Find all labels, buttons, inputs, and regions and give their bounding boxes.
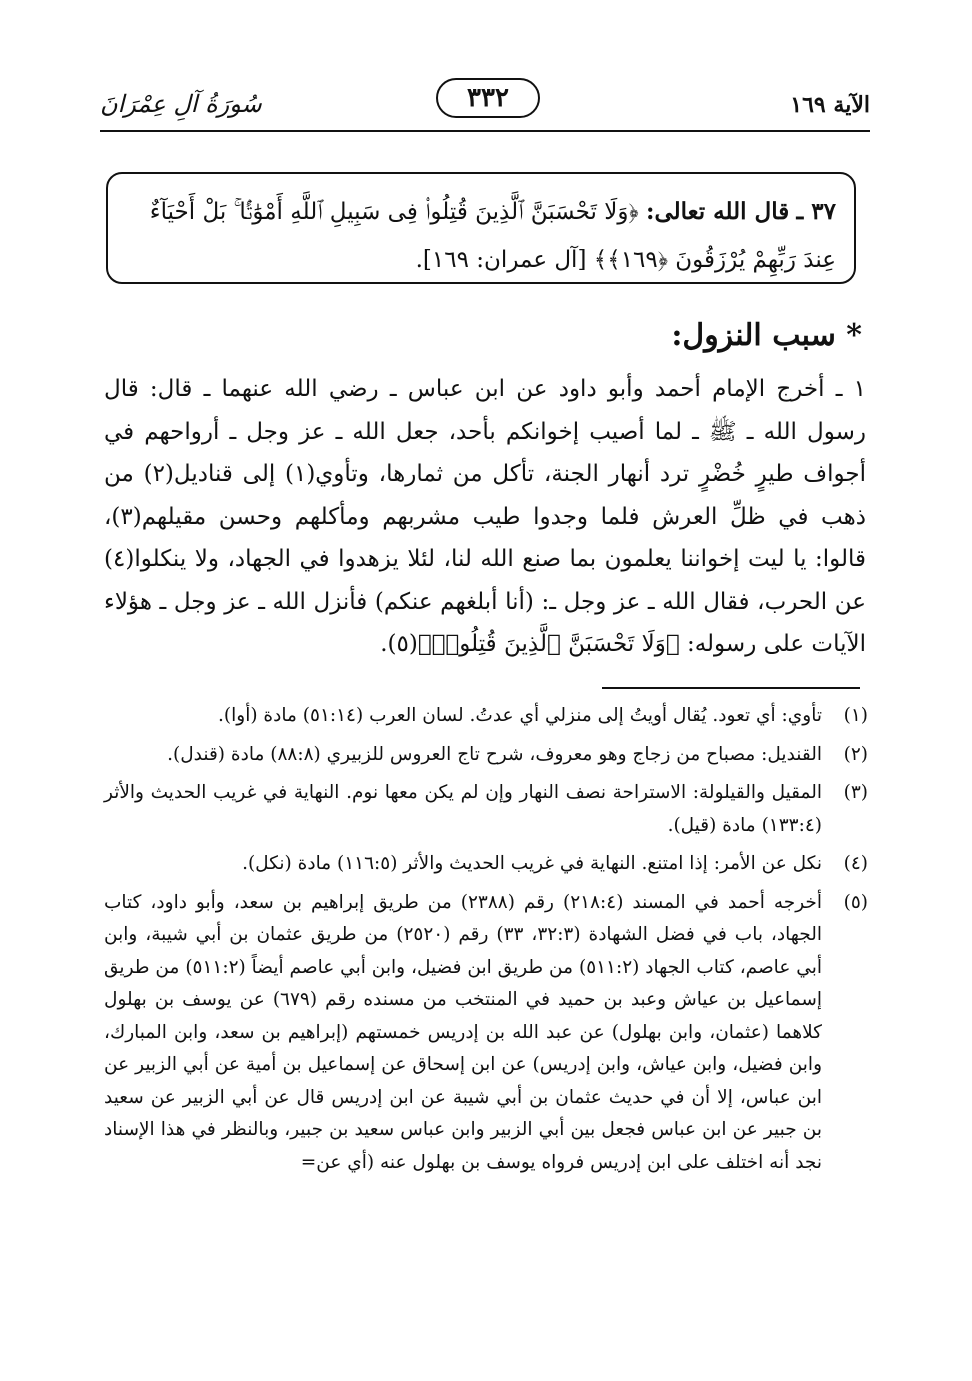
footnote-text: تأوي: أي تعود. يُقال أويتُ إلى منزلي أي عدتُ. لسان العرب (٥١:١٤) مادة (أوا). xyxy=(218,705,822,726)
ayah-label: الآية ١٦٩ xyxy=(790,92,870,118)
verse-number: ٣٧ ـ xyxy=(796,198,836,225)
footnote-number: (١) xyxy=(843,705,868,726)
footnote xyxy=(104,777,868,842)
footnote-number: (٢) xyxy=(843,743,868,765)
footnote-text: أخرجه أحمد في المسند (٢١٨:٤) رقم (٢٣٨٨) من طريق إبراهيم بن سعد، وأبو داود، كتاب الجهاد، باب في فضل الشهادة (٣٢:٣، ٣٣) رقم (٢٥٢٠) من طريق عثمان بن أبي شيبة، وابن أبي عاصم، كتاب الجهاد (٥١١:٢) من طريق ابن فضيل، وابن أبي عاصم أيضاً (٥١١:٢) من طريق إسماعيل بن عياش وعبد بن حميد في المنتخب من مسنده رقم (٦٧٩) عن يوسف بن بهلول كلاهما (عثمان، وابن بهلول) عن عبد الله بن إدريس خمستهم (إبراهيم بن سعد، وابن المبارك، وابن فضيل، وابن عياش، وابن إدريس) عن ابن إسحاق عن إسماعيل بن أمية عن أبي الزبير عن ابن عباس، إلا أن في حديث عثمان بن أبي شيبة عن ابن إدريس قال عن أبي الزبير عن سعيد بن جبير عن ابن عباس فجعل بين أبي الزبير وابن عباس سعيد بن جبير، وبالنظر في هذا الإسناد نجد أنه اختلف على ابن إدريس فرواه يوسف بن بهلول عنه (أي عن= xyxy=(104,891,823,1173)
footnote-number: (٣) xyxy=(843,782,868,803)
section-title: * سبب النزول: xyxy=(671,318,862,353)
surah-name: سُورَةُ آلِ عِمْرَانَ xyxy=(100,90,262,118)
footnote xyxy=(104,887,868,1180)
verse-intro: قال الله تعالى: xyxy=(645,198,790,225)
footnote xyxy=(104,848,868,881)
footnote-text: المقيل والقيلولة: الاستراحة نصف النهار وإن لم يكن معها نوم. النهاية في غريب الحديث والأثر (١٣٣:٤) مادة (قيل). xyxy=(104,782,822,836)
footnote-number: (٤) xyxy=(843,853,868,874)
footnote-text: نكل عن الأمر: إذا امتنع. النهاية في غريب الحديث والأثر (١١٦:٥) مادة (نكل). xyxy=(242,853,822,874)
footnote-number: (٥) xyxy=(843,891,868,913)
body-paragraph: ١ ـ أخرج الإمام أحمد وأبو داود عن ابن عباس ـ رضي الله عنهما ـ قال: قال رسول الله ـ ﷺ ـ لما أصيب إخوانكم بأحد، جعل الله ـ عز وجل ـ أرواحهم في أجواف طيرٍ خُضْرٍ ترد أنهار الجنة، تأكل من ثمارها، وتأوي(١) إلى قناديل(٢) من ذهب في ظلِّ العرش فلما وجدوا طيب مشربهم ومأكلهم وحسن مقيلهم(٣)، قالوا: يا ليت إخواننا يعلمون بما صنع الله لنا، لئلا يزهدوا في الجهاد، ولا ينكلوا(٤) عن الحرب، فقال الله ـ عز وجل ـ: (أنا أبلغهم عنكم) فأنزل الله ـ عز وجل ـ هؤلاء الآيات على رسوله: ﴿وَلَا تَحْسَبَنَّ ٱلَّذِينَ قُتِلُوا۟﴾(٥). xyxy=(104,376,866,657)
footnotes xyxy=(104,700,868,1185)
verse-box xyxy=(106,172,856,284)
page-header xyxy=(100,78,870,130)
footnote xyxy=(104,739,868,772)
footnote xyxy=(104,700,868,733)
verse-text: ﴿وَلَا تَحْسَبَنَّ ٱلَّذِينَ قُتِلُوا۟ فِى سَبِيلِ ٱللَّهِ أَمْوَٰتًۢا ۚ بَلْ أَحْيَآءٌ عِندَ رَبِّهِمْ يُرْزَقُونَ ﴿١٦٩﴾﴾ [آل عمران: ١٦٩]. xyxy=(149,199,836,273)
footnote-text: القنديل: مصباح من زجاج وهو معروف، شرح تاج العروس للزبيري (٨٨:٨) مادة (قندل). xyxy=(167,743,822,765)
footnote-divider xyxy=(602,687,860,689)
page-number: ٣٣٢ xyxy=(436,78,540,118)
header-divider xyxy=(100,130,870,132)
